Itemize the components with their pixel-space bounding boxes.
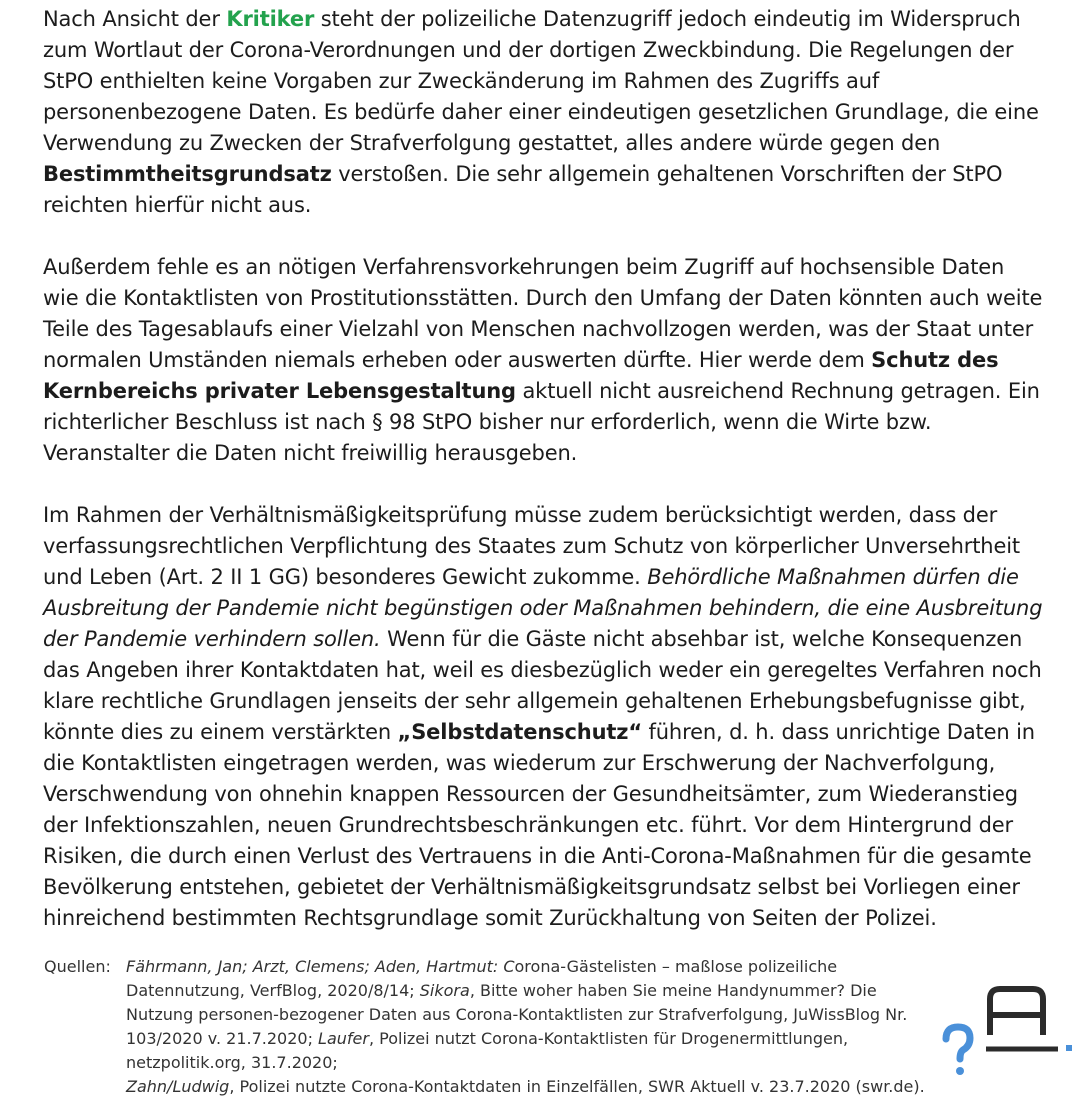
sources-label: Quellen:: [44, 957, 111, 976]
paragraph-2: [43, 252, 1043, 469]
text: Wenn für die Gäste nicht absehbar ist, welche Konsequenzen das Angeben ihrer Kontaktdaten hat, weil es diesbezüglich weder ein geregeltes Verfahren noch klare rechtliche Grundlagen jenseits der sehr allgemein gehaltenen Erhebungsbefugnisse gibt, könnte dies zu einem verstärkten: [43, 627, 1042, 744]
text: Im Rahmen der Verhältnismäßigkeitsprüfung müsse zudem berücksichtigt werden, dass der verfassungsrechtlichen Verpflichtung des Staates zum Schutz von körperlicher Unversehrtheit und Leben (Art. 2 II 1 GG) besonderes Gewicht zukomme.: [43, 503, 1020, 589]
question-a-logo-icon: [940, 985, 1075, 1075]
text: aktuell nicht ausreichend Rechnung getragen. Ein richterlicher Beschluss ist nach § 98 StPO bisher nur erforderlich, wenn die Wirte bzw. Veranstalter die Daten nicht freiwillig herausgeben.: [43, 379, 1040, 465]
source-author: Fährmann, Jan; Arzt, Clemens; Aden, Hartmut: C: [126, 957, 515, 976]
source-text: orona-Gästelisten – maßlose polizeiliche Datennutzung, VerfBlog, 2020/8/14;: [126, 957, 838, 1000]
source-author: Laufer: [318, 1029, 369, 1048]
sources: [44, 955, 944, 1099]
source-text: , Polizei nutzte Corona-Kontaktdaten in Einzelfällen, SWR Aktuell v. 23.7.2020 (swr.de).: [229, 1077, 925, 1096]
source-text: , Polizei nutzt Corona-Kontaktlisten für Drogenermittlungen, netzpolitik.org, 31.7.2020;: [126, 1029, 849, 1072]
paragraph-1: [43, 4, 1043, 221]
text: führen, d. h. dass unrichtige Daten in die Kontaktlisten eingetragen werden, was wiederum zur Erschwerung der Nachverfolgung, Verschwendung von ohnehin knappen Ressourcen der Gesundheitsämter, zum Wiederanstieg der Infektionszahlen, neuen Grundrechtsbeschränkungen etc. führt. Vor dem Hintergrund der Risiken, die durch einen Verlust des Vertrauens in die Anti-Corona-Maßnahmen für die gesamte Bevölkerung entstehen, gebietet der Verhältnismäßigkeitsgrundsatz selbst bei Vorliegen einer hinreichend bestimmten Rechtsgrundlage somit Zurückhaltung von Seiten der Polizei.: [43, 720, 1035, 930]
source-text: , Bitte woher haben Sie meine Handynummer? Die Nutzung personen-bezogener Daten aus Corona-Kontaktlisten zur Strafverfolgung, JuWissBlog Nr. 103/2020 v. 21.7.2020;: [126, 981, 908, 1048]
paragraph-3: [43, 500, 1043, 934]
article-body: [43, 4, 1043, 965]
bold-term: „Selbstdatenschutz“: [397, 720, 642, 744]
text: steht der polizeiliche Datenzugriff jedoch eindeutig im Widerspruch zum Wortlaut der Corona-Verordnungen und der dortigen Zweckbindung. Die Regelungen der StPO enthielten keine Vorgaben zur Zweckänderung im Rahmen des Zugriffs auf personenbezogene Daten. Es bedürfe daher einer eindeutigen gesetzlichen Grundlage, die eine Verwendung zu Zwecken der Strafverfolgung gestattet, alles andere würde gegen den: [43, 7, 1039, 155]
bold-term: Bestimmtheitsgrundsatz: [43, 162, 332, 186]
sources-list: [126, 955, 944, 1099]
keyword-kritiker: Kritiker: [226, 7, 315, 31]
text: Nach Ansicht der: [43, 7, 227, 31]
text: Außerdem fehle es an nötigen Verfahrensvorkehrungen beim Zugriff auf hochsensible Daten wie die Kontaktlisten von Prostitutionsstätten. Durch den Umfang der Daten könnten auch weite Teile des Tagesablaufs einer Vielzahl von Menschen nachvollzogen werden, was der Staat unter normalen Umständen niemals erheben oder auswerten dürfte. Hier werde dem: [43, 255, 1043, 372]
italic-quote: Behördliche Maßnahmen dürfen die Ausbreitung der Pandemie nicht begünstigen oder Maßnahmen behindern, die eine Ausbreitung der Pandemie verhindern sollen.: [43, 565, 1043, 651]
text: verstoßen. Die sehr allgemein gehaltenen Vorschriften der StPO reichten hierfür nicht aus.: [43, 162, 1003, 217]
bold-term: Schutz des Kernbereichs privater Lebensgestaltung: [43, 348, 999, 403]
source-author: Sikora: [419, 981, 470, 1000]
source-author: Zahn/Ludwig: [126, 1077, 230, 1096]
